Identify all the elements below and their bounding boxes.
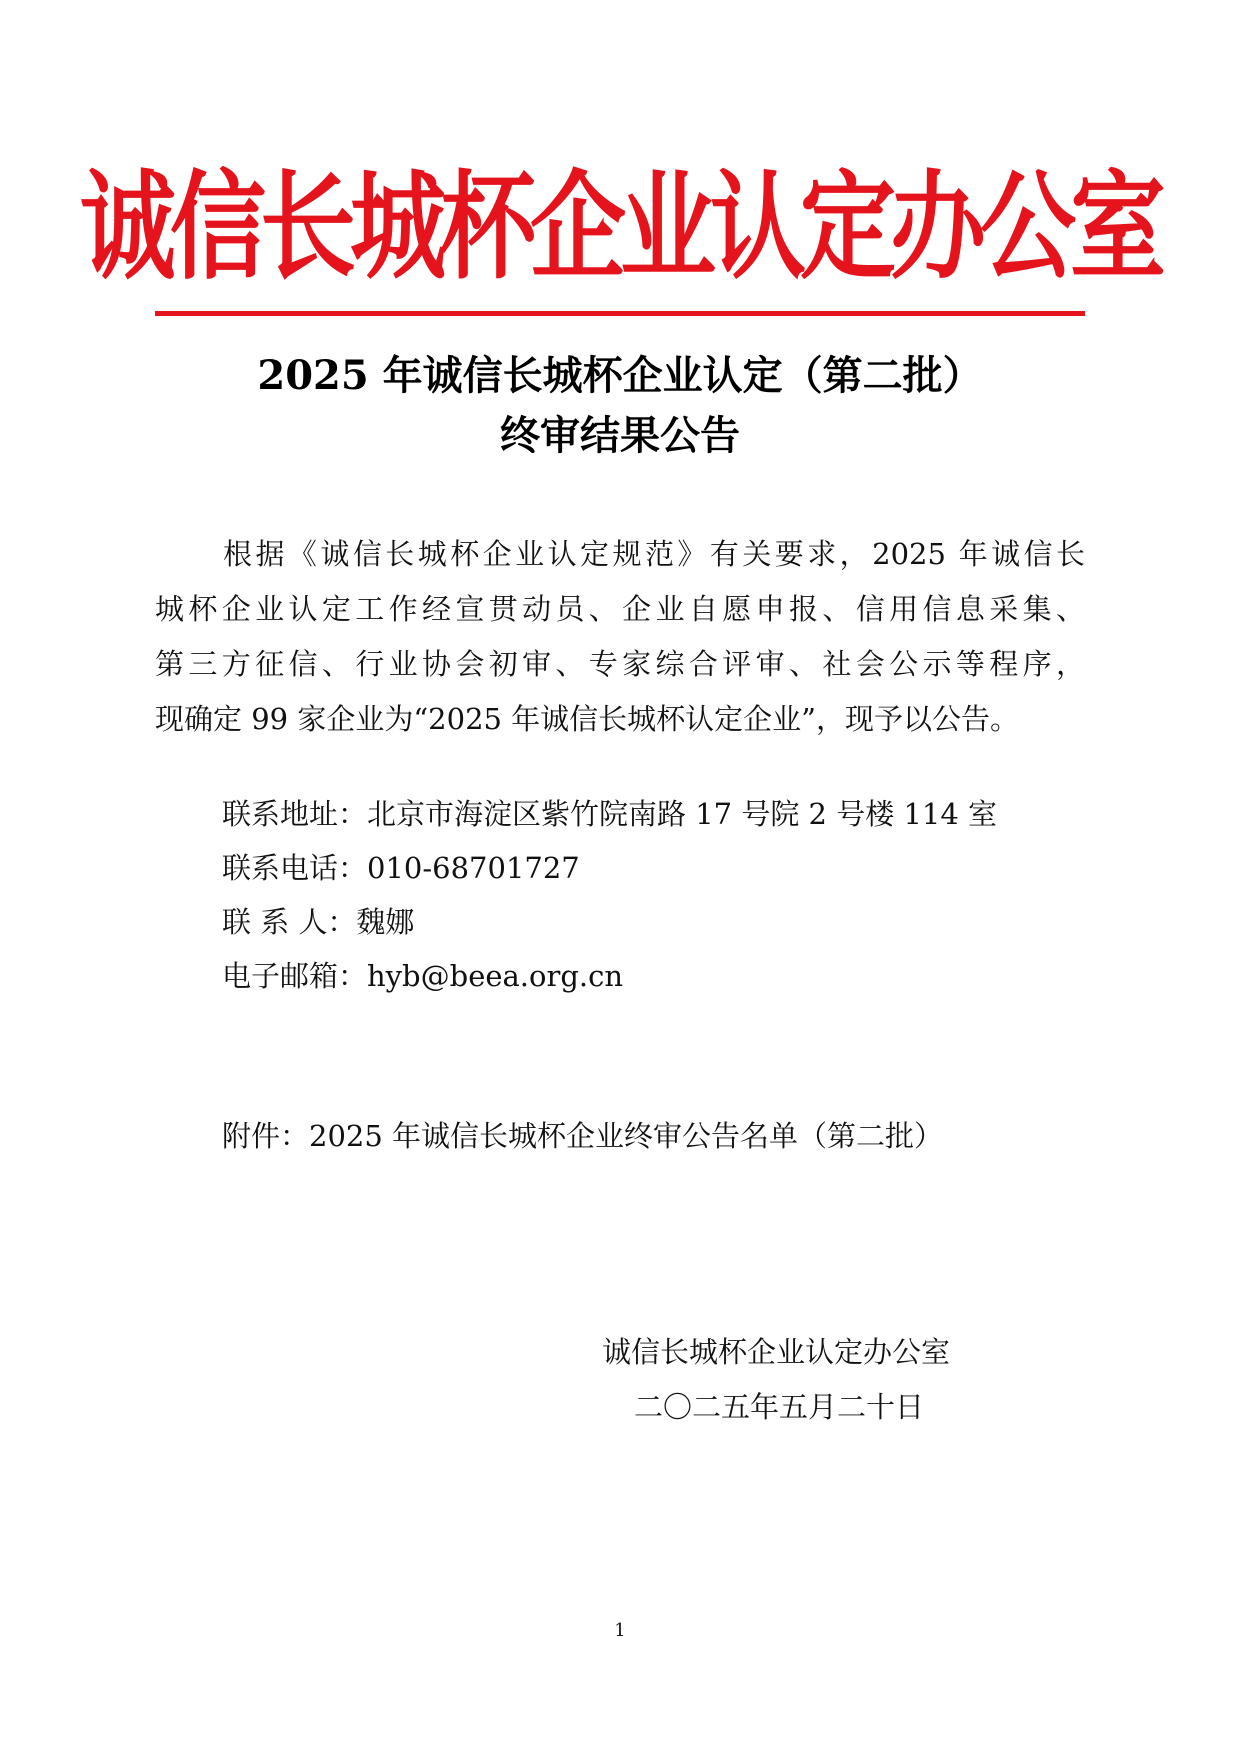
body-line: 现确定 99 家企业为“2025 年诚信长城杯认定企业”，现予以公告。	[155, 702, 1020, 736]
contact-phone: 联系电话：010-68701727	[222, 851, 580, 885]
body-line: 城杯企业认定工作经宣贯动员、企业自愿申报、信用信息采集、	[155, 592, 1085, 626]
body-line: 第三方征信、行业协会初审、专家综合评审、社会公示等程序，	[155, 647, 1085, 681]
signature-organization: 诚信长城杯企业认定办公室	[602, 1335, 951, 1369]
attachment-note: 附件：2025 年诚信长城杯企业终审公告名单（第二批）	[222, 1119, 944, 1153]
page-number: 1	[614, 1620, 626, 1641]
masthead-title: 诚信长城杯企业认定办公室	[80, 158, 1160, 296]
signature-date: 二〇二五年五月二十日	[634, 1390, 925, 1424]
document-title-line-2: 终审结果公告	[500, 412, 740, 459]
contact-email: 电子邮箱：hyb@beea.org.cn	[222, 959, 624, 993]
masthead-red-rule	[155, 311, 1085, 316]
body-paragraph	[155, 527, 1085, 747]
document-title-line-1: 2025 年诚信长城杯企业认定（第二批）	[257, 352, 983, 399]
contact-person: 联 系 人：魏娜	[222, 905, 415, 939]
body-line: 根据《诚信长城杯企业认定规范》有关要求，2025 年诚信长	[223, 537, 1085, 571]
contact-address: 联系地址：北京市海淀区紫竹院南路 17 号院 2 号楼 114 室	[222, 797, 998, 831]
